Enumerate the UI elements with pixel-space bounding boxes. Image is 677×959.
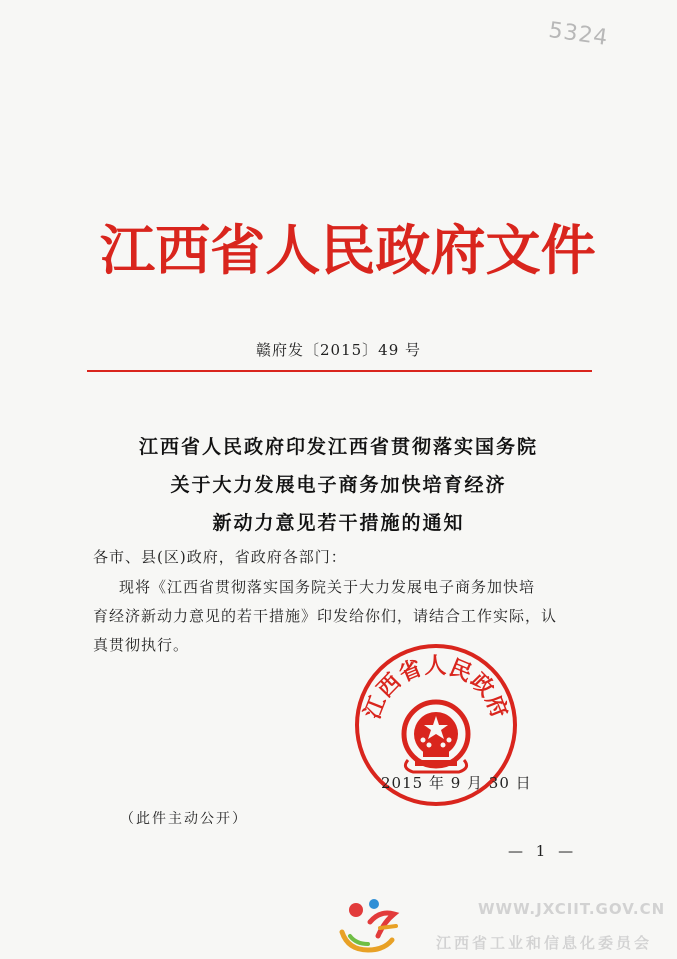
- page-number: — 1 —: [508, 842, 578, 860]
- issue-date: 2015 年 9 月 30 日: [381, 774, 532, 792]
- red-divider-line: [87, 370, 592, 372]
- document-title-line: 关于大力发展电子商务加快培育经济: [170, 474, 507, 496]
- body-line: 真贯彻执行。: [93, 636, 190, 654]
- document-title: [0, 428, 677, 542]
- document-number: 赣府发〔2015〕49 号: [255, 341, 422, 359]
- watermark: [330, 888, 677, 959]
- handwritten-note: 5324: [547, 17, 610, 51]
- document-title-line: 新动力意见若干措施的通知: [212, 512, 465, 534]
- document-title-line: 江西省人民政府印发江西省贯彻落实国务院: [138, 436, 538, 458]
- national-emblem-icon: [404, 702, 468, 772]
- agency-logo-icon: [334, 892, 404, 956]
- public-disclosure-note: （此件主动公开）: [120, 811, 248, 827]
- body-line: 现将《江西省贯彻落实国务院关于大力发展电子商务加快培: [119, 578, 536, 596]
- body-line: 育经济新动力意见的若干措施》印发给你们，请结合工作实际，认: [93, 607, 558, 625]
- issuer-header-title: 江西省人民政府文件: [100, 218, 596, 282]
- seal-text: 江西省人民政府: [359, 652, 513, 723]
- addressee: 各市、县(区)政府，省政府各部门：: [93, 548, 347, 566]
- watermark-url: WWW.JXCIIT.GOV.CN: [478, 900, 666, 918]
- watermark-organization: 江西省工业和信息化委员会: [436, 934, 653, 952]
